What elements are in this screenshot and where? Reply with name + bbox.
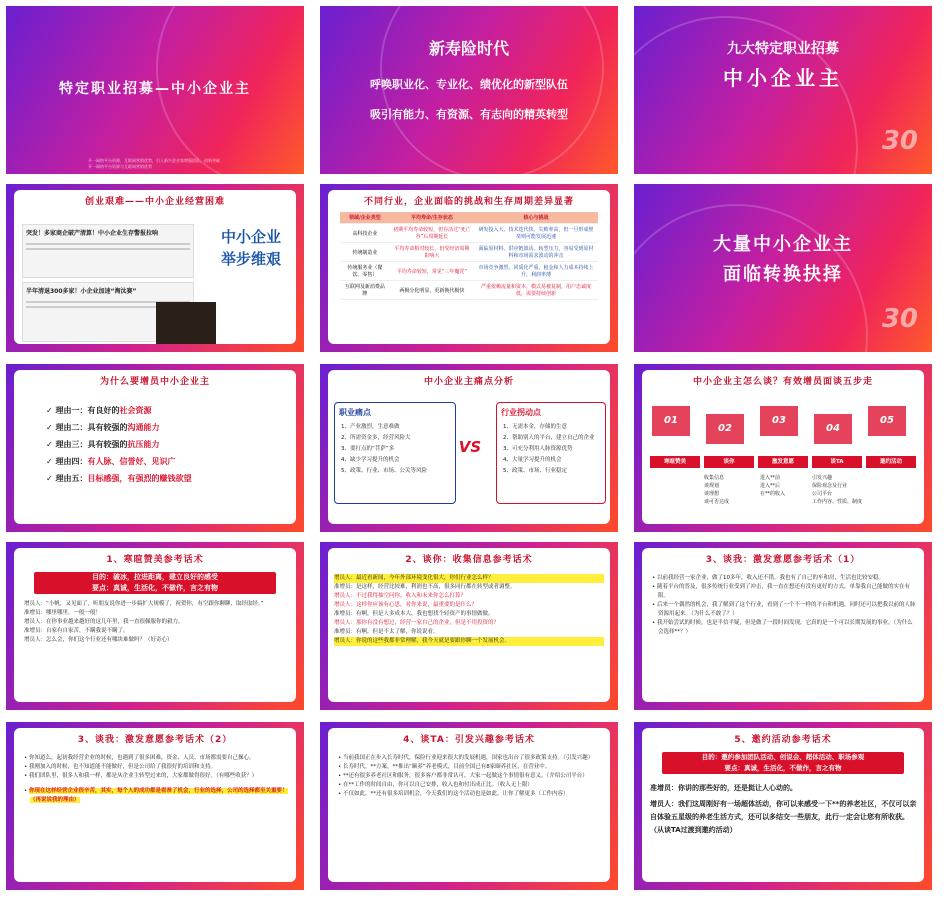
news-card-1 [22, 224, 194, 278]
reason-label: 理由四： [55, 457, 88, 466]
slide-title: 2、谈你：收集信息参考话术 [405, 555, 533, 565]
script-line: 准增员：有啊，但是人多成本大，我也想找个轻资产的事情做做。 [334, 611, 494, 617]
script-line: • 后来一个偶然的机会，我了解到了这个行业，看到了一个不一样的平台和机遇，同时还可以把我以前的人脉资源用起来。（为什么不敢了？） [652, 602, 916, 617]
script-line: • 你知道么，起初我经营企业的时候，也遇到了很多困难，资金、人员、市场都需要自己操心。 [24, 755, 255, 761]
list-item: 在**的收入 [760, 491, 786, 497]
list-item: 工作内容、性质、制度 [812, 499, 863, 505]
table-cell: 高科技企业 [340, 224, 390, 243]
slide-title: 新寿险时代 [428, 39, 509, 58]
slide-subtitle: 中小企业主 [723, 66, 843, 90]
script-lines [336, 754, 604, 799]
reason-label: 理由一：有良好的 [55, 406, 120, 415]
slogan-line-2: 举步维艰 [220, 250, 281, 268]
list-item: 公司平台 [812, 491, 833, 497]
list-item: 收集信息 [704, 475, 725, 481]
reason-highlight: 沟通能力 [127, 423, 160, 432]
pain-points-panel [334, 402, 456, 504]
substep-list [760, 474, 785, 498]
table-header: 领域/企业类型 [340, 212, 390, 224]
list-item: 1、产业激烈，生意难做 [341, 424, 400, 430]
table-header-row [340, 212, 598, 224]
list-item: 进入**前 [760, 475, 781, 481]
reason-item: ✓ 理由五：目标感强，有强烈的赚钱欲望 [46, 474, 192, 483]
script-line: 增员人：不过我得抽空问你，收入和未来你怎么打算？ [334, 593, 467, 599]
turning-points-panel [496, 402, 606, 504]
table-row [340, 224, 598, 243]
slide-4[interactable] [6, 184, 304, 352]
list-item: 进入**后 [760, 483, 781, 489]
news-line [26, 248, 190, 250]
script-line: • 不仅如此，**还有很多培训机会，今天我们的这个活动也是如此，让你了解更多（工作内容） [338, 791, 569, 797]
script-text: 长寿时代，**方案，**推出“颐养”养老模式，目前全国已有8家颐养社区，在营业中。 [343, 764, 551, 770]
goal-banner [662, 752, 904, 774]
script-line: 增员人：我们这周刚好有一场超体活动，你可以来感受一下**的养老社区，不仅可以亲自体验五星级的养老生活方式，还可以多结交一些朋友，此行一定会让您有所收获。（从谈TA过渡到邀约活动） [650, 800, 917, 834]
slide-9[interactable] [634, 364, 932, 532]
script-line: 准增员：是这样，经营比较难，利润也不高，很多同行都在转型或者调整。 [334, 584, 516, 590]
list-item: 引发兴趣 [812, 475, 833, 481]
list-item: 4、大量学习提升的机会 [503, 457, 562, 463]
slide-footer: 开一网络平台资源，互联网营销优势，引入新兴企业家增强团队，创新突破 [88, 158, 220, 163]
news-headline: 半年清退300多家！小企业加速“淘汰赛” [26, 288, 137, 295]
step-number: 01 [652, 406, 690, 436]
slide-title: 创业艰难——中小企业经营困难 [84, 197, 225, 207]
panel-title: 行业拐动点 [501, 408, 541, 417]
script-text: 以前我经营一家企业，做了10多年，收入还不错，我也有了自己的车和房，生活也比较安稳。 [657, 575, 885, 581]
news-line [26, 243, 190, 245]
slide-title: 3、谈我：激发意愿参考话术（2） [77, 735, 233, 745]
script-lines [650, 782, 918, 837]
table-row [340, 262, 598, 281]
script-line: 增员人：你说的这些我都非常理解，我今天就是要跟你聊一个发展机会。 [334, 637, 604, 646]
step-label: 邀约活动 [866, 456, 916, 468]
step-number: 04 [814, 414, 852, 444]
script-text: 随着平台的普及，很多传统行业受到了冲击，我一直在想还有没有更好的方式，单靠我自己能做的实在有限。 [657, 584, 911, 599]
script-line: 增员人：在你事业越来越好的这几年里，我一直很佩服你的毅力。 [24, 619, 184, 625]
slide-title: 不同行业，企业面临的挑战和生存周期差异显著 [363, 197, 574, 207]
goal-text: 目的：破冰，拉进距离，建立良好的感受 [92, 573, 218, 581]
slide-frame [6, 722, 304, 890]
table-cell: 平均寿命相对较长，但受经济周期影响大 [390, 243, 474, 262]
slide-3[interactable] [634, 6, 932, 174]
substep-list [812, 474, 862, 506]
slide-5[interactable] [320, 184, 618, 352]
script-text: 我们团队里，很多人和我一样，都是从企业主转型过来的，大家都做得很好。（有哪些收获？） [29, 773, 258, 779]
slide-frame [634, 364, 932, 532]
slide-title: 中小企业主怎么谈？有效增员面谈五步走 [692, 377, 873, 387]
table-cell: 互联网及新消费品牌 [340, 281, 390, 300]
step-number: 05 [868, 406, 906, 436]
goal-banner [34, 572, 276, 594]
slide-6[interactable] [634, 184, 932, 352]
list-item: 3、要打点的“菩萨”多 [341, 446, 395, 452]
reason-highlight: 目标感强，有强烈的赚钱欲望 [87, 474, 192, 483]
script-text: 不仅如此，**还有很多培训机会，今天我们的这个活动也是如此，让你了解更多（工作内容） [343, 791, 569, 797]
script-line: • **还有很多养老社区和服务，很多客户都非常认可，大家一起做这个事情很有意义。（介绍公司平台） [338, 773, 588, 779]
reason-list [46, 402, 192, 487]
script-line: 增员人：那你有没有想过，经营一家自己的企业，但是不用投资的？ [334, 620, 500, 626]
slide-13[interactable] [6, 722, 304, 890]
script-text: 当前我国正在步入长寿时代，保险行业迎来很大的发展机遇，国家也出台了很多政策支持。（引发兴趣） [343, 755, 594, 761]
list-item: 5、政策、行业、市场、公关等风险 [341, 468, 428, 474]
script-line: • 我开始尝试的时候，也是半信半疑，但是做了一段时间发现，它真的是一个可以长期发展的事业。（为什么会选择**？） [652, 620, 913, 635]
script-line: • 我刚加入的时候，也不知道能不能做好，但是公司给了我很好的培训和支持。 [24, 764, 217, 770]
slide-frame [320, 722, 618, 890]
slide-title: 为什么要增员中小企业主 [99, 377, 210, 387]
slide-14[interactable] [320, 722, 618, 890]
panel-title: 职业痛点 [339, 408, 371, 417]
reason-highlight: 有人脉、信誉好、见识广 [87, 457, 176, 466]
step-number: 02 [706, 414, 744, 444]
step-label: 谈TA [812, 456, 862, 468]
slide-2[interactable] [320, 6, 618, 174]
illustration-image [156, 302, 216, 344]
reason-label: 理由二：具有较强的 [55, 423, 128, 432]
table-cell: 两极分化明显，更新换代极快 [390, 281, 474, 300]
table-header: 核心与挑战 [474, 212, 598, 224]
slide-title: 九大特定职业招募 [727, 41, 839, 57]
script-line: 准增员：有啊，但是不太了解，你说说看。 [334, 629, 439, 635]
slide-title: 4、谈TA：引发兴趣参考话术 [403, 735, 535, 745]
table-header: 平均寿命/生存状态 [390, 212, 474, 224]
reason-highlight: 抗压能力 [127, 440, 160, 449]
list-item: 2、所需资金多，经营风险大 [341, 435, 411, 441]
script-line: • 当前我国正在步入长寿时代，保险行业迎来很大的发展机遇，国家也出台了很多政策支持。（引发兴趣） [338, 755, 594, 761]
slide-title: 5、邀约活动参考话术 [734, 735, 832, 745]
pain-list [335, 422, 455, 477]
slide-10[interactable] [6, 542, 304, 710]
slide-subtitle: 面临转换抉择 [723, 264, 843, 285]
script-line: 准增员：你讲的那些好的，还是挺让人心动的。 [650, 784, 797, 792]
script-lines [334, 574, 604, 646]
script-lines [24, 600, 286, 645]
list-item: 谈可否达成 [704, 499, 730, 505]
slide-15[interactable] [634, 722, 932, 890]
script-line: 增员人：怎么会，你们这个行业还有哪块难做吗？（好奇心） [24, 637, 173, 643]
slide-footer-2: 开一网络平台资源与互联网营销优势 [88, 164, 152, 169]
table-row [340, 281, 598, 300]
step-number: 03 [760, 406, 798, 436]
script-text: 我开始尝试的时候，也是半信半疑，但是做了一段时间发现，它真的是一个可以长期发展的事业。（为什么会选择**？） [657, 620, 913, 635]
step-label: 寒暄赞美 [650, 456, 700, 468]
goal-points: 要点：真诚，生活化，不做作，言之有物 [724, 764, 842, 772]
anniversary-30-logo: 30 [881, 126, 918, 156]
slide-title: 1、寒暄赞美参考话术 [106, 555, 204, 565]
script-line: 准增员：自家有自家苦，不瞒我说不瞒了。 [24, 628, 129, 634]
script-text: 后来一个偶然的机会，我了解到了这个行业，看到了一个不一样的平台和机遇，同时还可以把我以前的人脉资源用起来。（为什么不敢了？） [657, 602, 916, 617]
table-cell: 初期平均寿命较短，但存活过“死亡谷”后周期延长 [390, 224, 474, 243]
reason-item: ✓ 理由四：有人脉、信誉好、见识广 [46, 457, 176, 466]
table-row [340, 243, 598, 262]
slide-7[interactable] [6, 364, 304, 532]
slide-title: 大量中小企业主 [713, 234, 853, 255]
script-line: • 以前我经营一家企业，做了10多年，收入还不错，我也有了自己的车和房，生活也比较安稳。 [652, 575, 885, 581]
slide-1[interactable] [6, 6, 304, 174]
goal-text: 目的：邀约参加团队活动、创说会、超体活动、职场参观 [701, 753, 865, 761]
step-label: 激发意愿 [758, 456, 808, 468]
slide-title: 3、谈我：激发意愿参考话术（1） [705, 555, 861, 565]
goal-points: 要点：真诚，生活化，不做作，言之有物 [92, 584, 218, 592]
slide-line-1: 呼唤职业化、专业化、绩优化的新型队伍 [370, 78, 568, 91]
list-item: 谈规划 [704, 483, 720, 489]
script-line: 增员人：最近看新闻，今年外部环境变化很大，你们行业怎么样？ [334, 574, 604, 583]
industry-table [340, 212, 598, 300]
list-item: 保险观念及行业 [812, 483, 848, 489]
slogan-line-1: 中小企业 [220, 228, 281, 246]
script-line: 准增员：哪里哪里，一般一般！ [24, 610, 102, 616]
table-cell: 平均寿命较短，常见“三年魔咒” [390, 262, 474, 281]
slide-title: 中小企业主痛点分析 [423, 377, 514, 387]
list-item: 4、缺少学习提升的机会 [341, 457, 400, 463]
list-item: 2、帮助别人的平台，建立自己的企业 [503, 435, 595, 441]
table-cell: 市场竞争激烈、同质化严重、租金和人力成本持续上升，利润率薄 [474, 262, 598, 281]
script-text: 我刚加入的时候，也不知道能不能做好，但是公司给了我很好的培训和支持。 [29, 764, 217, 770]
slide-12[interactable] [634, 542, 932, 710]
script-text: 你知道么，起初我经营企业的时候，也遇到了很多困难，资金、人员、市场都需要自己操心。 [29, 755, 255, 761]
list-item: 5、政策、市场、行业稳定 [503, 468, 568, 474]
slide-title: 特定职业招募—中小企业主 [59, 81, 251, 97]
reason-highlight: 社会资源 [119, 406, 152, 415]
reason-label: 理由五： [55, 474, 88, 483]
script-lines [22, 754, 290, 805]
script-text: **还有很多养老社区和服务，很多客户都非常认可，大家一起做这个事情很有意义。（介绍公司平台） [343, 773, 588, 779]
list-item: 谈理想 [704, 491, 720, 497]
script-lines [650, 574, 918, 637]
script-text: 在**工作的时间自由，你可以自己安排，收入也和付出成正比。（收入无上限） [343, 782, 533, 788]
table-cell: 严重依赖流量和资本，模式易被复制，用户忠诚度低，需要持续创新 [474, 281, 598, 300]
slide-11[interactable] [320, 542, 618, 710]
substep-list [704, 474, 729, 506]
script-line: • 随着平台的普及，很多传统行业受到了冲击，我一直在想还有没有更好的方式，单靠我自己能做的实在有限。 [652, 584, 911, 599]
reason-item: ✓ 理由二：具有较强的沟通能力 [46, 423, 160, 432]
script-text: 你现在这样经营企业很辛苦，其实，每个人的成功都是看准了机会，行业的选择，公司的选择都至关重要！（再说说我的理由） [29, 788, 288, 803]
list-item: 1、无需本金，存储的生意 [503, 424, 568, 430]
table-cell: 研发投入大、技术迭代快、失败率高，但一旦形成壁垒则可能发展迅速 [474, 224, 598, 243]
script-line: • 在**工作的时间自由，你可以自己安排，收入也和付出成正比。（收入无上限） [338, 782, 533, 788]
script-line: • 长寿时代，**方案，**推出“颐养”养老模式，目前全国已有8家颐养社区，在营业中。 [338, 764, 551, 770]
anniversary-30-logo: 30 [881, 304, 918, 334]
script-line-highlight: • 你现在这样经营企业很辛苦，其实，每个人的成功都是看准了机会，行业的选择，公司的选择都至关重要！（再说说我的理由） [24, 788, 288, 803]
slide-8[interactable] [320, 364, 618, 532]
table-cell: 传统制造业 [340, 243, 390, 262]
script-line: 增员人：“小帆，又见面了，听朋友说你进一步搞扩大规模了，祝贺你，有空跟你聊聊，取经取经。” [24, 601, 264, 607]
reason-item: ✓ 理由一：有良好的社会资源 [46, 406, 152, 415]
slide-line-2: 吸引有能力、有资源、有志向的精英转型 [370, 108, 568, 121]
news-headline: 突发！多家商企破产清算！中小企业生存警报拉响 [26, 230, 159, 237]
step-label: 谈你 [704, 456, 754, 468]
vs-badge: VS [458, 438, 482, 456]
script-line: • 我们团队里，很多人和我一样，都是从企业主转型过来的，大家都做得很好。（有哪些收获？） [24, 773, 258, 779]
reason-label: 理由三：具有较强的 [55, 440, 128, 449]
reason-item: ✓ 理由三：具有较强的抗压能力 [46, 440, 160, 449]
list-item: 3、可充分利用人脉资源优势 [503, 446, 573, 452]
table-cell: 面临原材料、供应链波动、转型压力，容易受到原材料和市场需求波动的冲击 [474, 243, 598, 262]
script-line: 增员人：这样你应该有心思，对你来说，最重要的是什么？ [334, 602, 478, 608]
turning-list [497, 422, 605, 477]
table-cell: 传统服务业（餐饮、零售） [340, 262, 390, 281]
